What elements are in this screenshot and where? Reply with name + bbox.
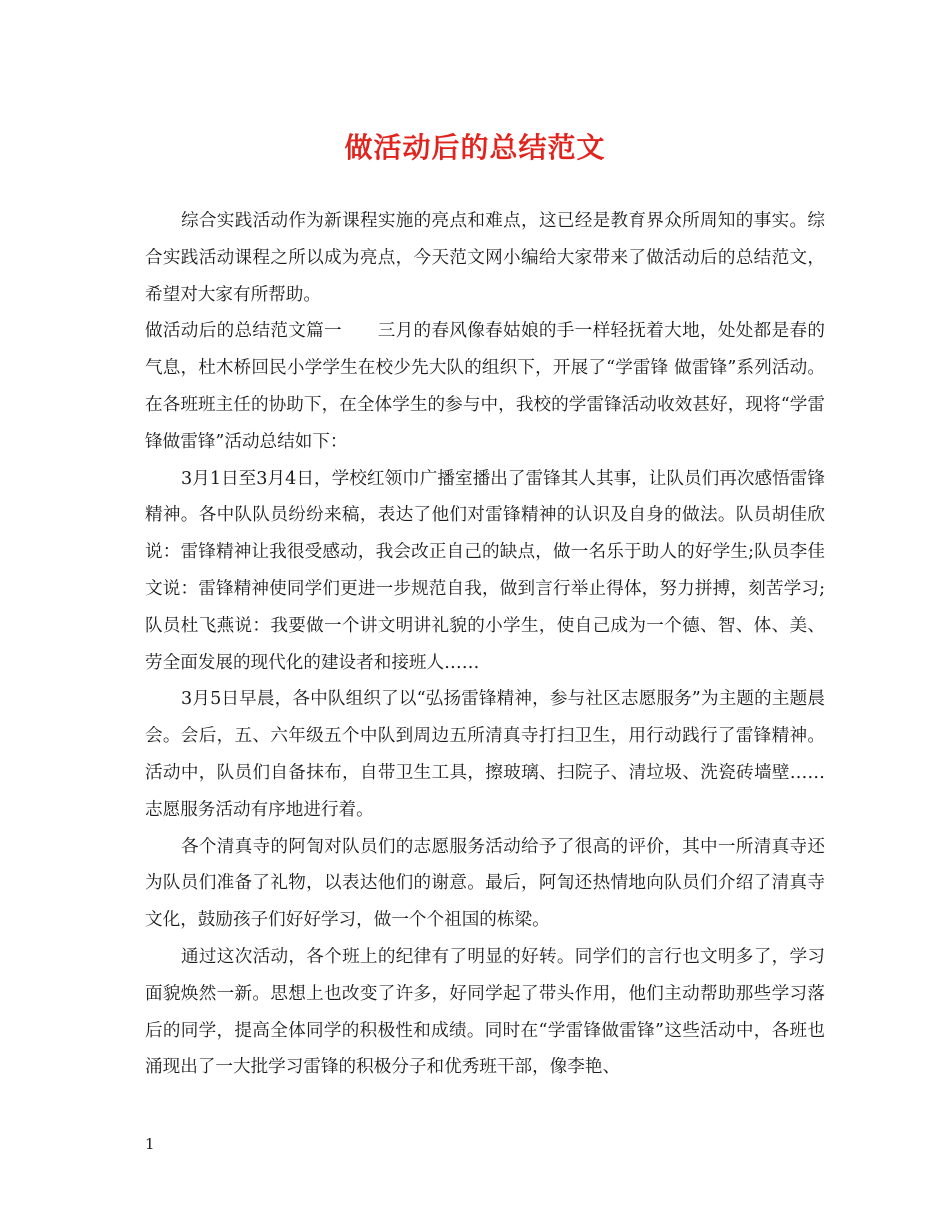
document-title: 做活动后的总结范文 bbox=[344, 131, 606, 164]
paragraph-march-5: 3月5日早晨，各中队组织了以“弘扬雷锋精神，参与社区志愿服务”为主题的主题晨会。会后，五、六年级五个中队到周边五所清真寺打扫卫生，用行动践行了雷锋精神。活动中，队员们自备抹布，自带卫生工具，擦玻璃、扫院子、清垃圾、洗瓷砖墙壁……志愿服务活动有序地进行着。 bbox=[145, 689, 825, 820]
paragraph-results: 通过这次活动，各个班上的纪律有了明显的好转。同学们的言行也文明多了，学习面貌焕然一新。思想上也改变了许多，好同学起了带头作用，他们主动帮助那些学习落后的同学，提高全体同学的积极性和成绩。同时在“学雷锋做雷锋”这些活动中，各班也涌现出了一大批学习雷锋的积极分子和优秀班干部，像李艳、 bbox=[145, 946, 825, 1078]
paragraph-article-one: 做活动后的总结范文篇一 三月的春风像春姑娘的手一样轻抚着大地，处处都是春的气息，杜木桥回民小学学生在校少先大队的组织下，开展了“学雷锋 做雷锋”系列活动。在各班班主任的协助下，在全体学生的参与中，我校的学雷锋活动收效甚好，现将“学雷锋做雷锋”活动总结如下： bbox=[145, 321, 825, 452]
paragraph-mosque-evaluation: 各个清真寺的阿訇对队员们的志愿服务活动给予了很高的评价，其中一所清真寺还为队员们准备了礼物，以表达他们的谢意。最后，阿訇还热情地向队员们介绍了清真寺文化，鼓励孩子们好好学习，做一个个祖国的栋梁。 bbox=[145, 836, 825, 931]
page-number: 1 bbox=[145, 1135, 155, 1153]
paragraph-march-1-4: 3月1日至3月4日，学校红领巾广播室播出了雷锋其人其事，让队员们再次感悟雷锋精神。各中队队员纷纷来稿，表达了他们对雷锋精神的认识及自身的做法。队员胡佳欣说：雷锋精神让我很受感动，我会改正自己的缺点，做一名乐于助人的好学生;队员李佳文说：雷锋精神使同学们更进一步规范自我，做到言行举止得体，努力拼搏，刻苦学习;队员杜飞燕说：我要做一个讲文明讲礼貌的小学生，使自己成为一个德、智、体、美、劳全面发展的现代化的建设者和接班人…… bbox=[145, 468, 825, 673]
paragraph-intro: 综合实践活动作为新课程实施的亮点和难点，这已经是教育界众所周知的事实。综合实践活动课程之所以成为亮点，今天范文网小编给大家带来了做活动后的总结范文，希望对大家有所帮助。 bbox=[145, 211, 825, 305]
document-body bbox=[145, 203, 825, 1086]
